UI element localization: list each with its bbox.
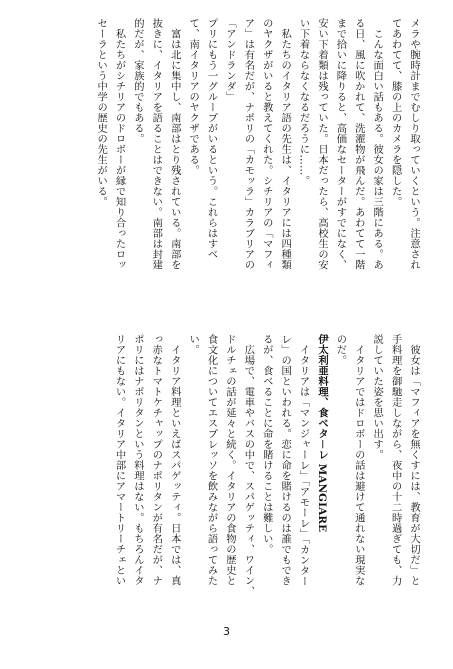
text-line: プリにもう一グループがいるという。これらはすべ: [205, 18, 218, 260]
page-number: 3: [223, 625, 230, 638]
text-line: まで拾いに降りると、高価なセーターがすでになく、: [334, 18, 347, 270]
text-line: 抜きに、イタリアを語ることはできない。南部は封建: [150, 18, 163, 270]
top-text-column: [66, 18, 423, 284]
text-line: 広場で、電車やバスの中で、スパゲッティ、ワイン、: [242, 334, 255, 597]
text-line: 私たちがシチリアのドロボーが縁で知り合ったロッ: [113, 18, 126, 270]
text-line: 食文化についてエスプレッソを飲みながら語ってみた: [205, 334, 218, 586]
section-heading: 伊太利亜料理、食べタ－レ MANGIARE: [315, 334, 328, 533]
text-line: っ赤なトマトケチャップのナポリタンが有名だが、ナ: [150, 334, 163, 586]
text-line: 「アンドランダ」: [223, 18, 236, 102]
text-line: イタリアではドロボーの話は避けて通れない現実な: [352, 334, 365, 586]
text-line: イタリア料理といえばスパゲッティ。日本では、真: [168, 334, 181, 586]
text-line: る日、風に吹かれて、洗濯物が飛んだ。あわてて一階: [352, 18, 365, 270]
text-line: るが、食べることに命を賭けることは難しい。: [260, 334, 273, 555]
text-line: レ」の国といわれる。恋に命を賭けるのは誰でもでき: [279, 334, 292, 586]
text-line: セーラという中学の歴史の先生がいる。: [95, 18, 108, 207]
text-line: ア」は有名だが、ナポリの「カモッラ」カラブリアの: [242, 18, 255, 270]
text-line: 説していた姿を思い出す。: [371, 334, 384, 460]
text-line: ポリにはナポリタンという料理はない。もちろんイタ: [131, 334, 144, 586]
text-line: 彼女は「マフィアを無くすには、教育が大切だ」と: [408, 334, 420, 586]
text-line: い。: [187, 334, 200, 355]
text-line: イタリアは「マンジャーレ」「アモーレ」「カンター: [297, 334, 310, 587]
text-line: のだ。: [334, 334, 347, 366]
text-line: い下着ならなくなるだろうに……。: [297, 18, 310, 186]
text-line: こんな面白い話もある。彼女の家は三階にある。あ: [371, 18, 384, 270]
text-line: 私たちのイタリア語の先生は、イタリアには四種類: [279, 18, 292, 270]
text-line: 安い下着類は残っていた。日本だったら、高校生の安: [315, 18, 328, 270]
text-line: 富は北に集中し、南部はとり残されている。南部を: [168, 18, 181, 270]
bottom-text-column: [32, 334, 423, 628]
text-line: て、南イタリアのヤクザである。: [187, 18, 200, 176]
text-line: のヤクザがいると教えてくれた。シチリアの「マフィ: [260, 18, 273, 270]
text-line: リアにもない。イタリア中部にアマートリーチェとい: [113, 334, 126, 586]
text-line: ドルチェの話が延々と続く。イタリアの食物の歴史と: [223, 334, 236, 586]
text-line: 手料理を御馳走しながら、夜中の十二時過ぎても、力: [389, 334, 402, 586]
text-line: 的だが、家族的でもある。: [131, 18, 144, 144]
text-line: メラや腕時計までむしり取っていくという。注意され: [408, 18, 420, 270]
text-line: てあわてて、膝の上のカメラを隠した。: [389, 18, 402, 207]
